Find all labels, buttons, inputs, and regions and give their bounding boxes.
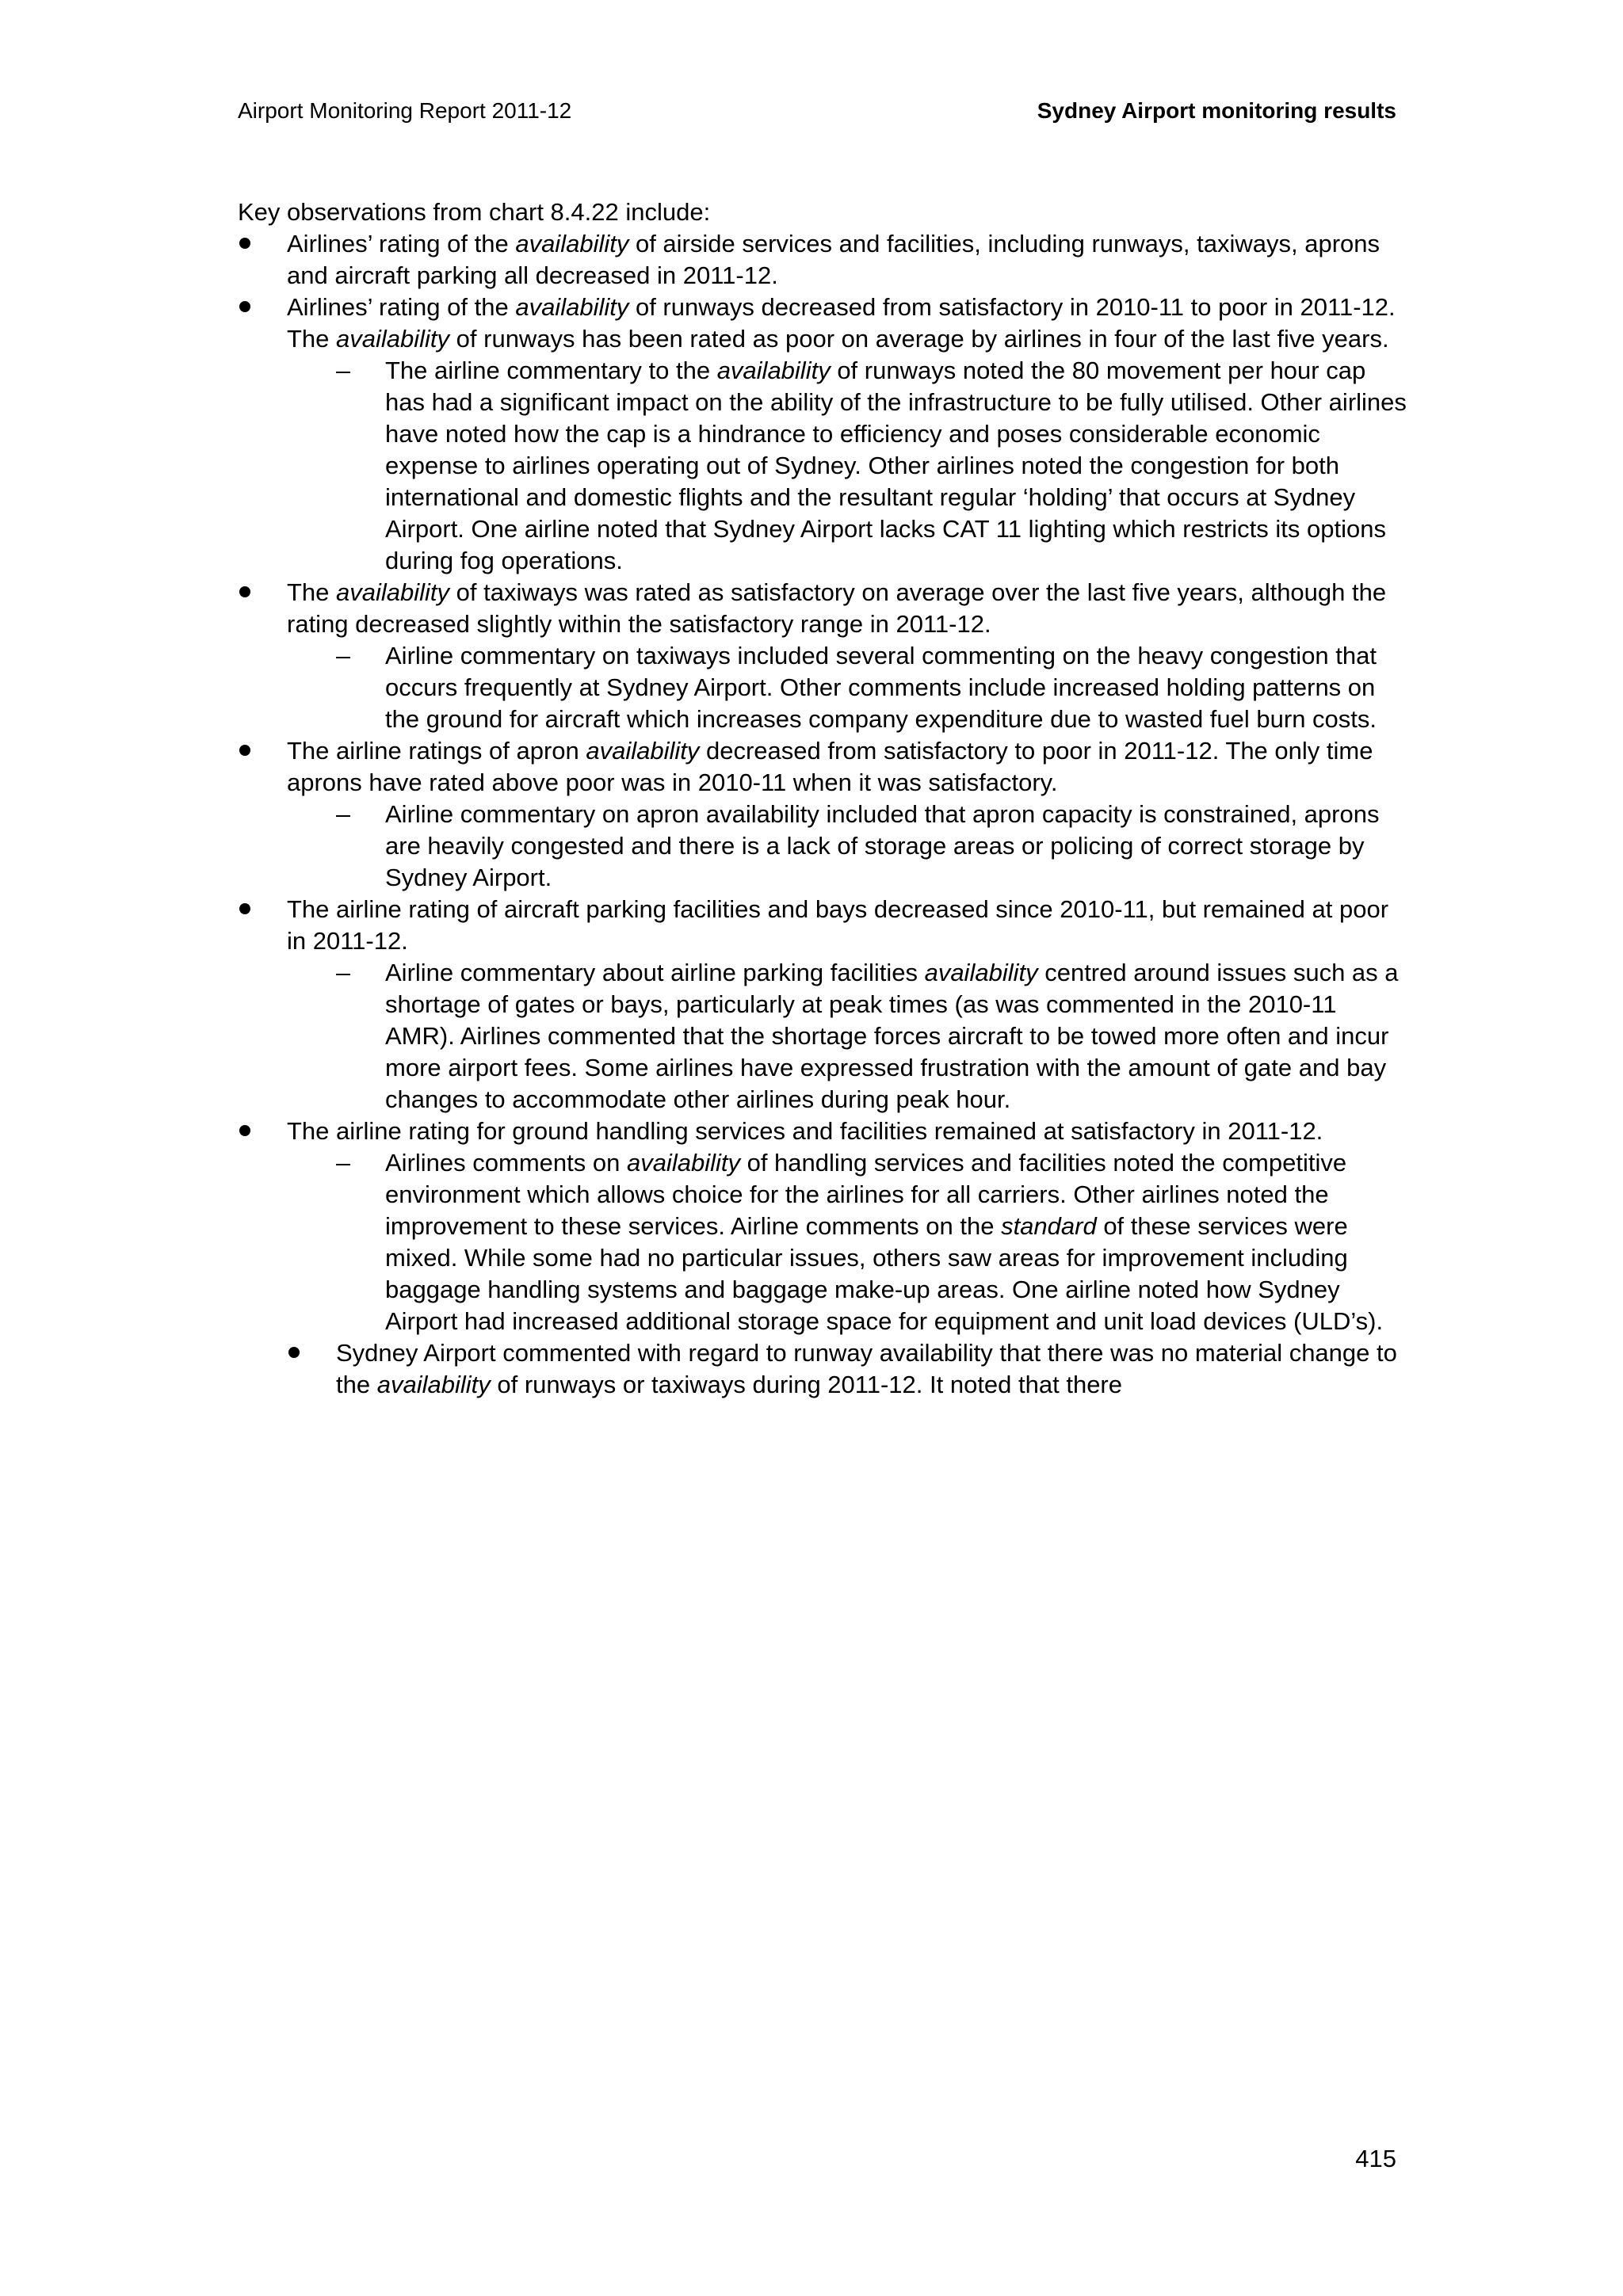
section-title: Sydney Airport monitoring results: [1037, 98, 1396, 123]
intro-paragraph: Key observations from chart 8.4.22 include:: [238, 198, 711, 226]
bullet-aircraft-parking: The airline rating of aircraft parking facilities and bays decreased since 2010-11, but remained at poor in 2011-12.: [238, 894, 1407, 957]
report-title: Airport Monitoring Report 2011-12: [238, 98, 572, 123]
dash-taxiway-commentary: Airline commentary on taxiways included several commenting on the heavy congestion that occurs frequently at Sydney Airport. Other comments include increased holding patterns on the ground for aircraft which increases company expenditure due to wasted fuel burn costs.: [238, 640, 1407, 735]
dash-handling-commentary: Airlines comments on availability of handling services and facilities noted the competitive environment which allows choice for the airlines for all carriers. Other airlines noted the improvement to these services. Airline comments on the standard of these services were mixed. While some had no particular issues, others saw areas for improvement including baggage handling systems and baggage make-up areas. One airline noted how Sydney Airport had increased additional storage space for equipment and unit load devices (ULD’s).: [238, 1147, 1407, 1337]
bullet-aprons: The airline ratings of apron availability decreased from satisfactory to poor in 2011-12. The only time aprons have rated above poor was in 2010-11 when it was satisfactory.: [238, 735, 1407, 799]
bullet-airside-availability: Airlines’ rating of the availability of airside services and facilities, including runways, taxiways, aprons and aircraft parking all decreased in 2011-12.: [238, 228, 1407, 292]
page-body: [238, 196, 1407, 1401]
dash-parking-commentary: Airline commentary about airline parking facilities availability centred around issues such as a shortage of gates or bays, particularly at peak times (as was commented in the 2010-11 AMR). Airlines commented that the shortage forces aircraft to be towed more often and incur more airport fees. Some airlines have expressed frustration with the amount of gate and bay changes to accommodate other airlines during peak hour.: [238, 957, 1407, 1116]
page-number: 415: [1355, 2145, 1396, 2172]
bullet-taxiways: The availability of taxiways was rated as satisfactory on average over the last five years, although the rating decreased slightly within the satisfactory range in 2011-12.: [238, 577, 1407, 640]
dash-runway-commentary: The airline commentary to the availability of runways noted the 80 movement per hour cap has had a significant impact on the ability of the infrastructure to be fully utilised. Other airlines have noted how the cap is a hindrance to efficiency and poses considerable economic expense to airlines operating out of Sydney. Other airlines noted the congestion for both international and domestic flights and the resultant regular ‘holding’ that occurs at Sydney Airport. One airline noted that Sydney Airport lacks CAT 11 lighting which restricts its options during fog operations.: [238, 355, 1407, 577]
bullet-runways: Airlines’ rating of the availability of runways decreased from satisfactory in 2010-11 to poor in 2011-12. The availability of runways has been rated as poor on average by airlines in four of the last five years.: [238, 292, 1407, 355]
dash-apron-commentary: Airline commentary on apron availability included that apron capacity is constrained, aprons are heavily congested and there is a lack of storage areas or policing of correct storage by Sydney Airport.: [238, 799, 1407, 894]
bullet-sydney-airport-comment: Sydney Airport commented with regard to runway availability that there was no material change to the availability of runways or taxiways during 2011-12. It noted that there: [238, 1337, 1407, 1401]
bullet-ground-handling: The airline rating for ground handling services and facilities remained at satisfactory in 2011-12.: [238, 1116, 1407, 1147]
